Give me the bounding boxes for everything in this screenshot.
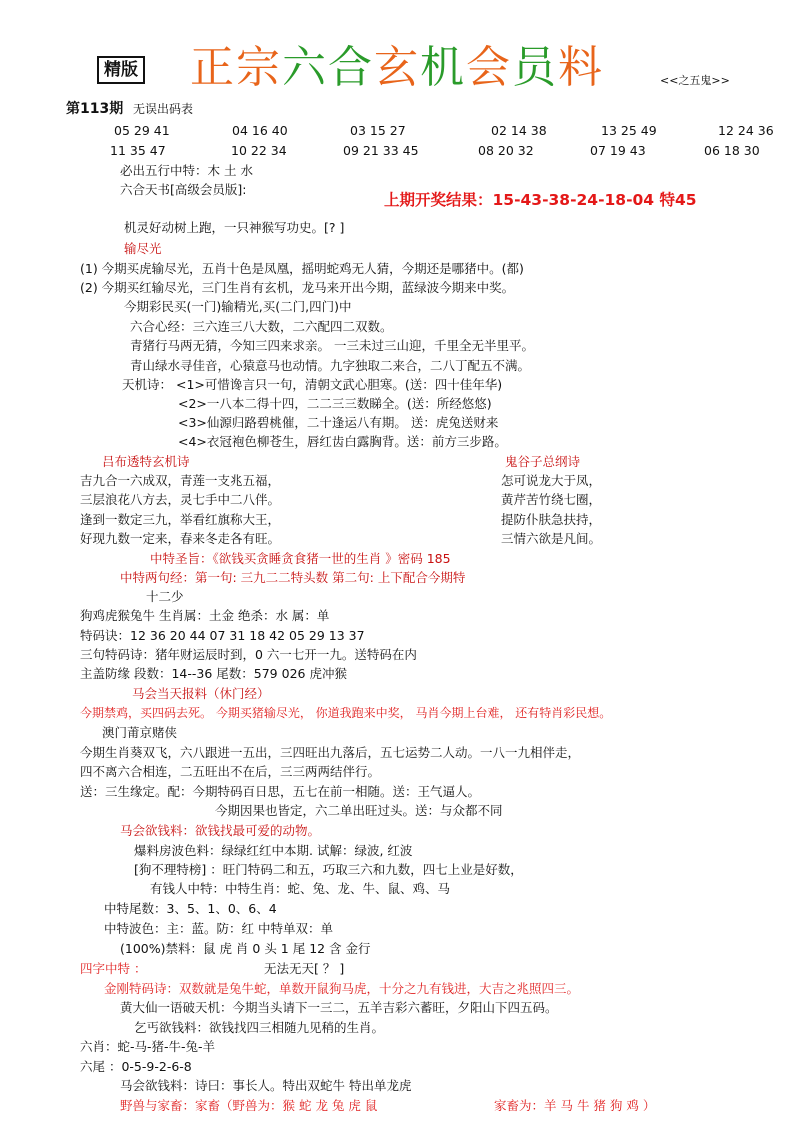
text-line: 四字中特 ： xyxy=(80,961,147,976)
text-line: 三句特码诗：猪年财运辰时到，0 六一七开一九。送特码在内 xyxy=(80,647,417,662)
poem-line: 好现九数一定来，春来冬走各有旺。 xyxy=(80,531,281,546)
issue-sub: 无误出码表 xyxy=(133,102,194,116)
poem-line: 黄芹苦竹绕七圈， xyxy=(501,492,602,507)
issue-label: 第113期 xyxy=(66,101,124,117)
edition-badge: 精版 xyxy=(97,56,145,84)
code-cell: 13 25 49 xyxy=(601,123,657,138)
text-line: 爆料房波色料：绿绿红红中本期. 试解：绿波, 红波 xyxy=(134,843,413,858)
code-cell: 09 21 33 45 xyxy=(343,143,419,158)
section-heading: 输尽光 xyxy=(124,241,162,256)
code-cell: 03 15 27 xyxy=(350,123,406,138)
text-line: 六合天书[高级会员版]: xyxy=(120,182,247,197)
text-line: 黄大仙一语破天机：今期当头请下一三二，五羊吉彩六蓄旺，夕阳山下四五码。 xyxy=(120,1000,558,1015)
page-subtitle: <<之五鬼>> xyxy=(660,74,730,87)
title-char: 正 xyxy=(190,42,236,93)
text-line: 六合心经：三六连三八大数，二六配四二双数。 xyxy=(130,319,393,334)
code-cell: 11 35 47 xyxy=(110,143,166,158)
poem-line: 怎可说龙大于凤， xyxy=(501,473,602,488)
text-line: 马会欲钱料：欲钱找最可爱的动物。 xyxy=(120,823,321,838)
code-cell: 07 19 43 xyxy=(590,143,646,158)
text-line: 家畜为：羊 马 牛 猪 狗 鸡 ） xyxy=(494,1098,656,1113)
title-char: 宗 xyxy=(236,42,282,93)
text-line: 四不离六合相连，二五旺出不在后，三三两两结伴行。 xyxy=(80,764,381,779)
text-line: 金刚特码诗：双数就是兔牛蛇，单数开鼠狗马虎，十分之九有钱进，大吉之兆照四三。 xyxy=(104,981,580,996)
text-line: 澳门莆京赌侠 xyxy=(102,725,178,740)
poem-line: 提防仆肤急扶持， xyxy=(501,512,602,527)
text-line: 今期禁鸡，买四码去死。 今期买猪输尽光， 你道我跑来中奖， 马肖今期上台难， 还有特肖彩民想。 xyxy=(80,706,612,720)
text-line: 机灵好动树上跑，一只神猴写功史。[? ] xyxy=(124,220,345,235)
text-line: 狗鸡虎猴兔牛 生肖属：土金 绝杀：水 属：单 xyxy=(80,608,330,623)
text-line: 六尾 ：0-5-9-2-6-8 xyxy=(80,1059,192,1074)
title-char: 员 xyxy=(512,42,558,93)
poem-line: 三情六欲是凡间。 xyxy=(501,531,602,546)
text-line: 今期生肖葵双飞，六八跟进一五出，三四旺出九落后，五七运势二人动。一八一九相伴走， xyxy=(80,745,581,760)
text-line: 野兽与家畜：家畜（野兽为：猴 蛇 龙 兔 虎 鼠 xyxy=(120,1098,378,1113)
text-line: 今期因果也皆定，六二单出旺过头。送：与众都不同 xyxy=(215,803,503,818)
code-cell: 08 20 32 xyxy=(478,143,534,158)
code-cell: 02 14 38 xyxy=(491,123,547,138)
text-line: 中特两句经：第一句: 三九二二特头数 第二句: 上下配合今期特 xyxy=(120,570,466,585)
text-line: 中特尾数：3、5、1、0、6、4 xyxy=(104,901,277,916)
text-line: 必出五行中特：木 土 水 xyxy=(120,163,253,178)
text-line: <4>衣冠袍色柳苍生，唇红齿白露胸背。送：前方三步路。 xyxy=(178,434,507,449)
poem-line: 吉九合一六成双，青莲一支兆五福， xyxy=(80,473,281,488)
poem-line: 逢到一数定三九，举看红旗称大王， xyxy=(80,512,281,527)
code-cell: 05 29 41 xyxy=(114,123,170,138)
text-line: 无法无天[ ？ ] xyxy=(264,961,345,976)
text-line: 六肖：蛇-马-猪-牛-兔-羊 xyxy=(80,1039,216,1054)
title-char: 玄 xyxy=(374,42,420,93)
title-char: 六 xyxy=(282,42,328,93)
text-line: 乞丐欲钱料：欲钱找四三相随九见稍的生肖。 xyxy=(134,1020,385,1035)
text-line: (1) 今期买虎输尽光，五肖十色是凤凰，摇明蛇鸡无人猜，今期还是哪猪中。(都) xyxy=(80,261,524,276)
text-line: (100%)禁料：鼠 虎 肖 0 头 1 尾 12 含 金行 xyxy=(120,941,371,956)
text-line: 中特波色：主：蓝。防：红 中特单双：单 xyxy=(104,921,333,936)
code-cell: 10 22 34 xyxy=(231,143,287,158)
text-line: 马会欲钱料：诗曰：事长人。特出双蛇牛 特出单龙虎 xyxy=(120,1078,412,1093)
poem-line: 三层浪花八方去，灵七手中二八伴。 xyxy=(80,492,281,507)
code-cell: 06 18 30 xyxy=(704,143,760,158)
text-line: 有钱人中特：中特生肖：蛇、兔、龙、牛、鼠、鸡、马 xyxy=(150,881,451,896)
title-char: 机 xyxy=(420,42,466,93)
code-cell: 12 24 36 xyxy=(718,123,774,138)
text-line: [狗不理特榜] ：旺门特码二和五，巧取三六和九数，四七上业是好数， xyxy=(134,862,523,877)
text-line: <3>仙源归路碧桃催，二十逢运八有期。 送：虎兔送财来 xyxy=(178,415,499,430)
code-cell: 04 16 40 xyxy=(232,123,288,138)
text-line: (2) 今期买红输尽光，三门生肖有玄机，龙马来开出今期，蓝绿波今期来中奖。 xyxy=(80,280,515,295)
text-line: 主盖防缘 段数：14--36 尾数：579 026 虎冲猴 xyxy=(80,666,347,681)
text-line: 天机诗： <1>可惜谗言只一句，清朝文武心胆寒。(送：四十佳年华) xyxy=(122,377,503,392)
text-line: 青猪行马两无猜，今知三四来求亲。 一三未过三山迎，千里全无半里平。 xyxy=(130,338,534,353)
section-heading: 马会当天报料（休门经） xyxy=(132,686,270,701)
text-line: 送：三生缘定。配：今期特码百日思，五七在前一相随。送：王气逼人。 xyxy=(80,784,481,799)
text-line: <2>一八本二得十四，二二三三数睇全。(送：所经悠悠) xyxy=(178,396,492,411)
section-heading: 吕布透特玄机诗 xyxy=(102,454,190,469)
page-title xyxy=(190,40,604,96)
title-char: 料 xyxy=(558,42,604,93)
title-char: 合 xyxy=(328,42,374,93)
section-heading: 鬼谷子总纲诗 xyxy=(505,454,581,469)
last-result: 上期开奖结果：15-43-38-24-18-04 特45 xyxy=(384,191,697,209)
text-line: 今期彩民买(一门)输精光,买(二门,四门)中 xyxy=(124,299,352,314)
text-line: 中特圣旨：《欲钱买贪睡贪食猪一世的生肖 》密码 185 xyxy=(150,551,451,566)
text-line: 青山绿水寻佳音，心猿意马也动情。九字独取二来合，二八丁配五不满。 xyxy=(130,358,531,373)
text-line: 十二少 xyxy=(146,589,184,604)
title-char: 会 xyxy=(466,42,512,93)
text-line: 特码诀：12 36 20 44 07 31 18 42 05 29 13 37 xyxy=(80,628,365,643)
